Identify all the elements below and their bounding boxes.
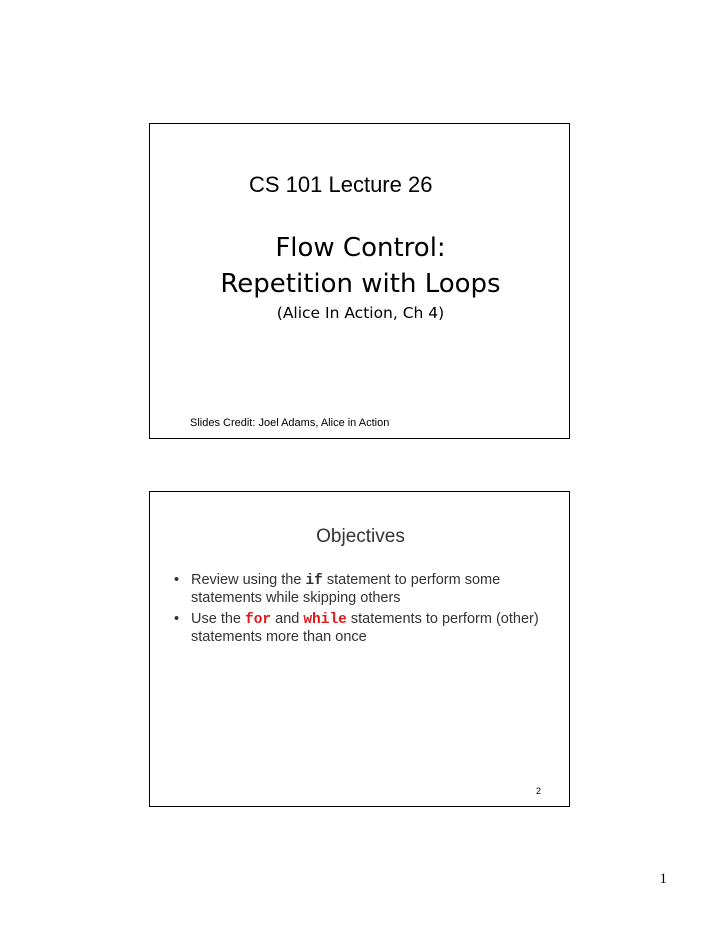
code-keyword-while: while [303, 612, 347, 628]
slide-title: Objectives [316, 526, 405, 547]
bullet-text: Review using the [191, 572, 306, 588]
course-label: CS 101 Lecture 26 [249, 172, 433, 197]
list-item [172, 572, 542, 607]
code-keyword-for: for [245, 612, 272, 628]
list-item [172, 611, 542, 646]
bullet-text: statement to perform some statements while skipping others [191, 572, 501, 606]
bullet-text: statements to perform (other) statements more than once [191, 611, 539, 645]
bullet-text: and [271, 611, 304, 627]
slide-1 [149, 123, 570, 439]
code-keyword-if: if [305, 573, 323, 589]
slide-2 [149, 491, 570, 807]
slide-subtitle: (Alice In Action, Ch 4) [276, 304, 445, 322]
objectives-list [172, 572, 542, 650]
bullet-text: Use the [191, 611, 245, 627]
slide-number: 2 [535, 786, 541, 796]
title-line-1: Flow Control: [275, 233, 446, 263]
slide-credit: Slides Credit: Joel Adams, Alice in Action [190, 417, 390, 429]
page-number: 1 [659, 871, 667, 887]
bullet-glyph: • [174, 611, 180, 627]
bullet-glyph: • [174, 572, 180, 588]
slide-title [150, 230, 571, 302]
title-line-2: Repetition with Loops [220, 269, 501, 299]
